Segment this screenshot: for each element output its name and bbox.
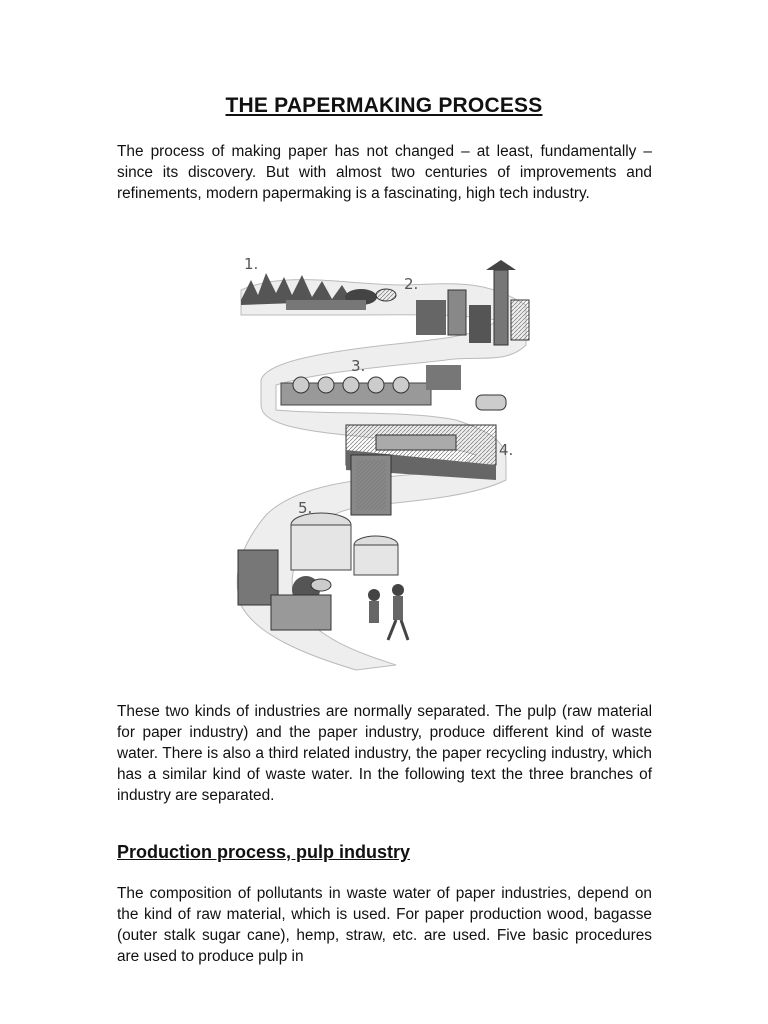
process-diagram (226, 245, 536, 675)
step-label-5: 5. (298, 499, 313, 517)
industries-paragraph: These two kinds of industries are normally separated. The pulp (raw material for paper industry) and the paper industry, produce different kind of waste water. There is also a third related industry, the paper recycling industry, which has a similar kind of waste water. In the following text the three branches of industry are separated. (117, 703, 652, 804)
step-label-2: 2. (404, 275, 419, 293)
section-heading: Production process, pulp industry (117, 842, 411, 862)
page-title: THE PAPERMAKING PROCESS (225, 94, 543, 117)
step-label-4: 4. (499, 441, 514, 459)
intro-paragraph: The process of making paper has not changed – at least, fundamentally – since its discovery. But with almost two centuries of improvements and refinements, modern papermaking is a fascinating, high tech industry. (117, 143, 652, 202)
step-label-1: 1. (244, 255, 259, 273)
step-label-3: 3. (351, 357, 366, 375)
pollutants-paragraph: The composition of pollutants in waste water of paper industries, depend on the kind of raw material, which is used. For paper production wood, bagasse (outer stalk sugar cane), hemp, straw, etc. are used. Five basic procedures are used to produce pulp in (117, 885, 652, 965)
papermaking-process-illustration (226, 245, 536, 675)
